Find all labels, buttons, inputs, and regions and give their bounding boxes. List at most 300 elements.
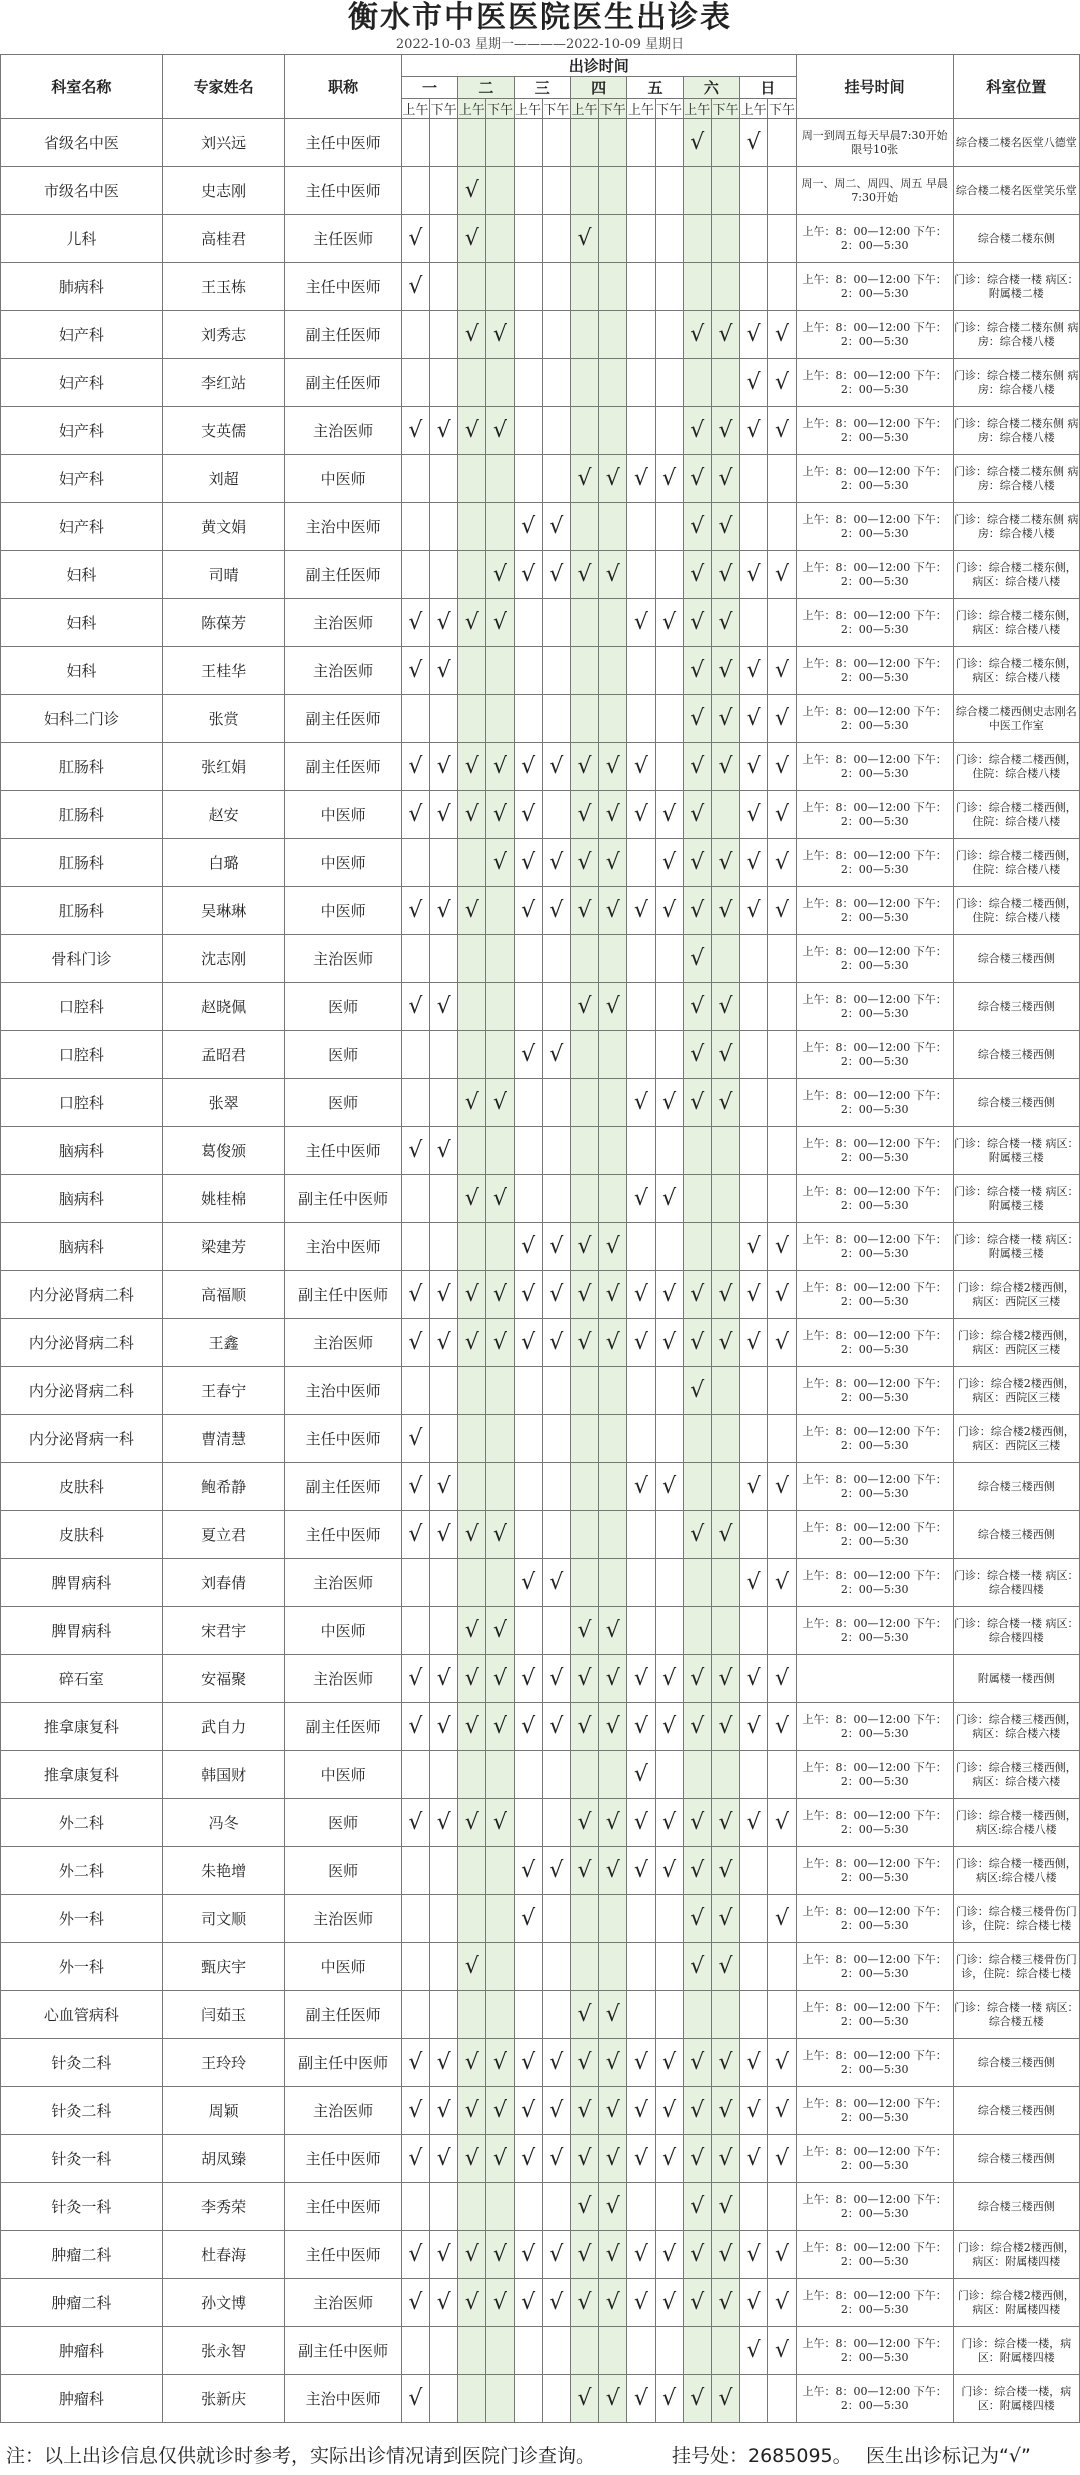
empty-cell: [740, 1847, 768, 1895]
check-cell: √: [768, 1655, 796, 1703]
table-row: [1, 1511, 1080, 1559]
empty-cell: [570, 1943, 598, 1991]
location-cell: 门诊：综合楼三楼西侧，病区：综合楼六楼: [953, 1751, 1079, 1799]
rank-cell: 主任中医师: [285, 2183, 401, 2231]
check-cell: √: [683, 551, 711, 599]
empty-cell: [542, 1991, 570, 2039]
location-cell: 门诊：综合楼一楼西侧，病区:综合楼八楼: [953, 1847, 1079, 1895]
rank-cell: 副主任医师: [285, 551, 401, 599]
empty-cell: [430, 263, 458, 311]
reg-time-cell: 上午：8：00—12:00 下午：2：00—5:30: [796, 455, 953, 503]
rank-cell: 副主任中医师: [285, 1271, 401, 1319]
check-cell: √: [655, 2087, 683, 2135]
check-cell: √: [401, 599, 429, 647]
dept-cell: 妇产科: [1, 407, 163, 455]
empty-cell: [430, 1991, 458, 2039]
location-cell: 综合楼三楼西侧: [953, 1031, 1079, 1079]
check-cell: √: [683, 2183, 711, 2231]
empty-cell: [458, 1559, 486, 1607]
empty-cell: [740, 1943, 768, 1991]
table-row: [1, 1223, 1080, 1271]
empty-cell: [627, 503, 655, 551]
rank-cell: 主治中医师: [285, 1223, 401, 1271]
check-cell: √: [599, 551, 627, 599]
check-cell: √: [740, 839, 768, 887]
check-cell: √: [599, 1607, 627, 1655]
empty-cell: [768, 1943, 796, 1991]
reg-time-cell: 上午：8：00—12:00 下午：2：00—5:30: [796, 2183, 953, 2231]
empty-cell: [458, 1031, 486, 1079]
empty-cell: [486, 647, 514, 695]
empty-cell: [599, 1559, 627, 1607]
empty-cell: [655, 167, 683, 215]
empty-cell: [683, 215, 711, 263]
check-cell: √: [740, 2135, 768, 2183]
dept-cell: 肿瘤二科: [1, 2279, 163, 2327]
empty-cell: [599, 1511, 627, 1559]
dept-cell: 口腔科: [1, 1079, 163, 1127]
check-cell: √: [627, 2279, 655, 2327]
dept-cell: 肿瘤科: [1, 2327, 163, 2375]
location-cell: 门诊：综合楼2楼西侧，病区：西院区三楼: [953, 1319, 1079, 1367]
check-cell: √: [486, 311, 514, 359]
check-cell: √: [768, 1319, 796, 1367]
check-cell: √: [740, 2039, 768, 2087]
rank-cell: 副主任医师: [285, 1991, 401, 2039]
pm-header: 下午: [430, 99, 458, 119]
pm-header: 下午: [768, 99, 796, 119]
empty-cell: [542, 2183, 570, 2231]
header-doctor: 专家姓名: [162, 55, 285, 119]
check-cell: √: [627, 887, 655, 935]
empty-cell: [514, 1415, 542, 1463]
empty-cell: [401, 1175, 429, 1223]
empty-cell: [430, 503, 458, 551]
empty-cell: [599, 359, 627, 407]
check-cell: √: [570, 1319, 598, 1367]
check-cell: √: [430, 2039, 458, 2087]
empty-cell: [570, 167, 598, 215]
doctor-cell: 王春宁: [162, 1367, 285, 1415]
check-cell: √: [458, 2135, 486, 2183]
doctor-cell: 朱艳增: [162, 1847, 285, 1895]
check-cell: √: [683, 311, 711, 359]
check-cell: √: [401, 1799, 429, 1847]
check-cell: √: [740, 1559, 768, 1607]
empty-cell: [655, 1223, 683, 1271]
check-cell: √: [711, 2039, 739, 2087]
reg-time-cell: 上午：8：00—12:00 下午：2：00—5:30: [796, 1271, 953, 1319]
check-cell: √: [486, 599, 514, 647]
rank-cell: 主治医师: [285, 407, 401, 455]
check-cell: √: [486, 1271, 514, 1319]
header-schedule: 出诊时间: [401, 55, 796, 77]
check-cell: √: [683, 1511, 711, 1559]
empty-cell: [458, 551, 486, 599]
location-cell: 综合楼三楼西侧: [953, 2135, 1079, 2183]
check-cell: √: [711, 743, 739, 791]
empty-cell: [486, 167, 514, 215]
empty-cell: [711, 1607, 739, 1655]
check-cell: √: [514, 887, 542, 935]
check-cell: √: [430, 407, 458, 455]
empty-cell: [514, 1751, 542, 1799]
empty-cell: [401, 1607, 429, 1655]
check-cell: √: [768, 1223, 796, 1271]
table-row: [1, 1559, 1080, 1607]
empty-cell: [683, 1607, 711, 1655]
doctor-cell: 赵安: [162, 791, 285, 839]
check-cell: √: [711, 1079, 739, 1127]
empty-cell: [458, 1463, 486, 1511]
check-cell: √: [683, 2135, 711, 2183]
empty-cell: [542, 599, 570, 647]
check-cell: √: [486, 743, 514, 791]
doctor-cell: 刘春倩: [162, 1559, 285, 1607]
schedule-table: [0, 54, 1080, 2423]
check-cell: √: [627, 1319, 655, 1367]
empty-cell: [711, 1991, 739, 2039]
empty-cell: [740, 1175, 768, 1223]
dept-cell: 心血管病科: [1, 1991, 163, 2039]
location-cell: 门诊：综合楼三楼骨伤门诊，住院：综合楼七楼: [953, 1895, 1079, 1943]
am-header: 上午: [627, 99, 655, 119]
table-row: [1, 551, 1080, 599]
empty-cell: [740, 1751, 768, 1799]
empty-cell: [570, 1511, 598, 1559]
empty-cell: [486, 359, 514, 407]
reg-time-cell: 上午：8：00—12:00 下午：2：00—5:30: [796, 1127, 953, 1175]
location-cell: 门诊：综合楼2楼西侧，病区：西院区三楼: [953, 1271, 1079, 1319]
check-cell: √: [430, 2279, 458, 2327]
empty-cell: [542, 647, 570, 695]
check-cell: √: [514, 1847, 542, 1895]
check-cell: √: [570, 2039, 598, 2087]
rank-cell: 主治医师: [285, 935, 401, 983]
empty-cell: [768, 1127, 796, 1175]
check-cell: √: [486, 1511, 514, 1559]
check-cell: √: [740, 2327, 768, 2375]
dept-cell: 外一科: [1, 1895, 163, 1943]
empty-cell: [683, 167, 711, 215]
dept-cell: 肿瘤二科: [1, 2231, 163, 2279]
empty-cell: [458, 263, 486, 311]
check-cell: √: [486, 2039, 514, 2087]
dept-cell: 外一科: [1, 1943, 163, 1991]
check-cell: √: [458, 791, 486, 839]
empty-cell: [486, 1367, 514, 1415]
dept-cell: 内分泌肾病一科: [1, 1415, 163, 1463]
check-cell: √: [486, 1607, 514, 1655]
rank-cell: 主治医师: [285, 1655, 401, 1703]
header-rank: 职称: [285, 55, 401, 119]
check-cell: √: [486, 2135, 514, 2183]
check-cell: √: [458, 887, 486, 935]
doctor-cell: 张翠: [162, 1079, 285, 1127]
doctor-cell: 高福顺: [162, 1271, 285, 1319]
rank-cell: 主治医师: [285, 599, 401, 647]
doctor-cell: 白璐: [162, 839, 285, 887]
empty-cell: [486, 1991, 514, 2039]
table-row: [1, 1703, 1080, 1751]
empty-cell: [430, 1223, 458, 1271]
empty-cell: [599, 1031, 627, 1079]
check-cell: √: [514, 1703, 542, 1751]
empty-cell: [430, 1079, 458, 1127]
check-cell: √: [430, 743, 458, 791]
check-cell: √: [711, 599, 739, 647]
empty-cell: [599, 263, 627, 311]
check-cell: √: [740, 647, 768, 695]
empty-cell: [570, 1031, 598, 1079]
check-cell: √: [458, 1511, 486, 1559]
empty-cell: [542, 455, 570, 503]
check-cell: √: [599, 743, 627, 791]
footer-legend: 医生出诊标记为“√”: [866, 2445, 1031, 2467]
check-cell: √: [570, 887, 598, 935]
location-cell: 门诊：综合楼二楼东侧，病区：综合楼八楼: [953, 647, 1079, 695]
check-cell: √: [599, 839, 627, 887]
empty-cell: [627, 1895, 655, 1943]
empty-cell: [542, 1079, 570, 1127]
empty-cell: [768, 1079, 796, 1127]
location-cell: 门诊：综合楼二楼西侧，住院：综合楼八楼: [953, 791, 1079, 839]
rank-cell: 主治中医师: [285, 2375, 401, 2423]
check-cell: √: [599, 2279, 627, 2327]
empty-cell: [401, 1751, 429, 1799]
check-cell: √: [683, 1079, 711, 1127]
empty-cell: [401, 359, 429, 407]
check-cell: √: [599, 2183, 627, 2231]
check-cell: √: [401, 263, 429, 311]
rank-cell: 主治医师: [285, 2087, 401, 2135]
empty-cell: [768, 263, 796, 311]
check-cell: √: [458, 1175, 486, 1223]
empty-cell: [627, 1943, 655, 1991]
empty-cell: [768, 2375, 796, 2423]
reg-time-cell: 上午：8：00—12:00 下午：2：00—5:30: [796, 2375, 953, 2423]
empty-cell: [683, 359, 711, 407]
empty-cell: [599, 647, 627, 695]
check-cell: √: [599, 1319, 627, 1367]
check-cell: √: [430, 1655, 458, 1703]
check-cell: √: [514, 503, 542, 551]
reg-time-cell: 上午：8：00—12:00 下午：2：00—5:30: [796, 1895, 953, 1943]
empty-cell: [711, 359, 739, 407]
table-row: [1, 1751, 1080, 1799]
dept-cell: 皮肤科: [1, 1463, 163, 1511]
check-cell: √: [599, 2375, 627, 2423]
location-cell: 门诊：综合楼2楼西侧，病区：西院区三楼: [953, 1415, 1079, 1463]
table-row: [1, 839, 1080, 887]
schedule-period: 2022-10-03 星期一————2022-10-09 星期日: [395, 37, 685, 52]
empty-cell: [458, 2375, 486, 2423]
empty-cell: [570, 119, 598, 167]
location-cell: 门诊：综合楼一楼 病区：附属楼二楼: [953, 263, 1079, 311]
check-cell: √: [655, 1847, 683, 1895]
empty-cell: [514, 455, 542, 503]
check-cell: √: [514, 1223, 542, 1271]
empty-cell: [570, 1367, 598, 1415]
empty-cell: [768, 935, 796, 983]
check-cell: √: [599, 1799, 627, 1847]
check-cell: √: [655, 1655, 683, 1703]
check-cell: √: [711, 1895, 739, 1943]
location-cell: 门诊：综合楼二楼西侧，住院：综合楼八楼: [953, 839, 1079, 887]
check-cell: √: [711, 2375, 739, 2423]
reg-time-cell: 上午：8：00—12:00 下午：2：00—5:30: [796, 1607, 953, 1655]
location-cell: 综合楼三楼西侧: [953, 2087, 1079, 2135]
dept-cell: 肛肠科: [1, 743, 163, 791]
check-cell: √: [514, 551, 542, 599]
check-cell: √: [683, 1895, 711, 1943]
reg-time-cell: 上午：8：00—12:00 下午：2：00—5:30: [796, 551, 953, 599]
reg-time-cell: 周一、周二、周四、周五 早晨7:30开始: [796, 167, 953, 215]
empty-cell: [599, 1079, 627, 1127]
empty-cell: [655, 1607, 683, 1655]
check-cell: √: [542, 2279, 570, 2327]
empty-cell: [599, 1895, 627, 1943]
empty-cell: [458, 1751, 486, 1799]
empty-cell: [486, 1031, 514, 1079]
check-cell: √: [711, 1655, 739, 1703]
empty-cell: [486, 887, 514, 935]
dept-cell: 妇产科: [1, 455, 163, 503]
dept-cell: 骨科门诊: [1, 935, 163, 983]
check-cell: √: [486, 551, 514, 599]
empty-cell: [599, 1367, 627, 1415]
empty-cell: [430, 695, 458, 743]
empty-cell: [430, 1895, 458, 1943]
empty-cell: [711, 119, 739, 167]
location-cell: 门诊：综合楼二楼西侧，住院：综合楼八楼: [953, 887, 1079, 935]
empty-cell: [768, 1511, 796, 1559]
empty-cell: [542, 1607, 570, 1655]
check-cell: √: [430, 887, 458, 935]
rank-cell: 副主任中医师: [285, 1175, 401, 1223]
check-cell: √: [514, 791, 542, 839]
table-row: [1, 647, 1080, 695]
empty-cell: [486, 119, 514, 167]
dept-cell: 针灸二科: [1, 2039, 163, 2087]
empty-cell: [655, 983, 683, 1031]
empty-cell: [401, 1991, 429, 2039]
empty-cell: [711, 935, 739, 983]
check-cell: √: [570, 455, 598, 503]
check-cell: √: [627, 2135, 655, 2183]
empty-cell: [655, 695, 683, 743]
empty-cell: [401, 503, 429, 551]
check-cell: √: [655, 2039, 683, 2087]
check-cell: √: [683, 1655, 711, 1703]
empty-cell: [683, 263, 711, 311]
empty-cell: [627, 1367, 655, 1415]
check-cell: √: [683, 407, 711, 455]
empty-cell: [542, 311, 570, 359]
empty-cell: [458, 1991, 486, 2039]
reg-time-cell: 上午：8：00—12:00 下午：2：00—5:30: [796, 887, 953, 935]
reg-time-cell: 上午：8：00—12:00 下午：2：00—5:30: [796, 2279, 953, 2327]
table-row: [1, 1319, 1080, 1367]
empty-cell: [401, 119, 429, 167]
check-cell: √: [542, 839, 570, 887]
table-row: [1, 311, 1080, 359]
dept-cell: 皮肤科: [1, 1511, 163, 1559]
empty-cell: [401, 2327, 429, 2375]
table-row: [1, 791, 1080, 839]
check-cell: √: [740, 887, 768, 935]
empty-cell: [542, 1943, 570, 1991]
check-cell: √: [570, 839, 598, 887]
empty-cell: [514, 695, 542, 743]
footer: [0, 2437, 1080, 2475]
check-cell: √: [486, 407, 514, 455]
empty-cell: [627, 119, 655, 167]
header-reg-time: 挂号时间: [796, 55, 953, 119]
table-row: [1, 599, 1080, 647]
reg-time-cell: 上午：8：00—12:00 下午：2：00—5:30: [796, 791, 953, 839]
empty-cell: [486, 1223, 514, 1271]
empty-cell: [542, 983, 570, 1031]
empty-cell: [740, 599, 768, 647]
empty-cell: [486, 263, 514, 311]
dept-cell: 内分泌肾病二科: [1, 1367, 163, 1415]
check-cell: √: [401, 2087, 429, 2135]
check-cell: √: [430, 1271, 458, 1319]
check-cell: √: [430, 2087, 458, 2135]
empty-cell: [599, 1943, 627, 1991]
doctor-cell: 张赏: [162, 695, 285, 743]
check-cell: √: [740, 551, 768, 599]
empty-cell: [430, 2183, 458, 2231]
empty-cell: [401, 1367, 429, 1415]
reg-time-cell: 上午：8：00—12:00 下午：2：00—5:30: [796, 2039, 953, 2087]
empty-cell: [430, 167, 458, 215]
doctor-cell: 冯冬: [162, 1799, 285, 1847]
rank-cell: 副主任医师: [285, 743, 401, 791]
rank-cell: 副主任医师: [285, 695, 401, 743]
empty-cell: [430, 551, 458, 599]
empty-cell: [401, 2183, 429, 2231]
check-cell: √: [570, 1271, 598, 1319]
empty-cell: [740, 1031, 768, 1079]
check-cell: √: [458, 1319, 486, 1367]
doctor-cell: 韩国财: [162, 1751, 285, 1799]
check-cell: √: [740, 1463, 768, 1511]
doctor-cell: 姚桂棉: [162, 1175, 285, 1223]
empty-cell: [599, 1751, 627, 1799]
empty-cell: [768, 119, 796, 167]
rank-cell: 主治医师: [285, 647, 401, 695]
doctor-cell: 葛俊颁: [162, 1127, 285, 1175]
table-row: [1, 215, 1080, 263]
empty-cell: [683, 1175, 711, 1223]
check-cell: √: [711, 455, 739, 503]
check-cell: √: [627, 1799, 655, 1847]
empty-cell: [430, 2375, 458, 2423]
empty-cell: [740, 1079, 768, 1127]
check-cell: √: [683, 2279, 711, 2327]
empty-cell: [486, 1847, 514, 1895]
doctor-cell: 刘秀志: [162, 311, 285, 359]
reg-time-cell: 上午：8：00—12:00 下午：2：00—5:30: [796, 647, 953, 695]
header-location: 科室位置: [953, 55, 1079, 119]
empty-cell: [655, 1415, 683, 1463]
dept-cell: 肛肠科: [1, 791, 163, 839]
empty-cell: [627, 1991, 655, 2039]
empty-cell: [599, 1415, 627, 1463]
empty-cell: [514, 119, 542, 167]
